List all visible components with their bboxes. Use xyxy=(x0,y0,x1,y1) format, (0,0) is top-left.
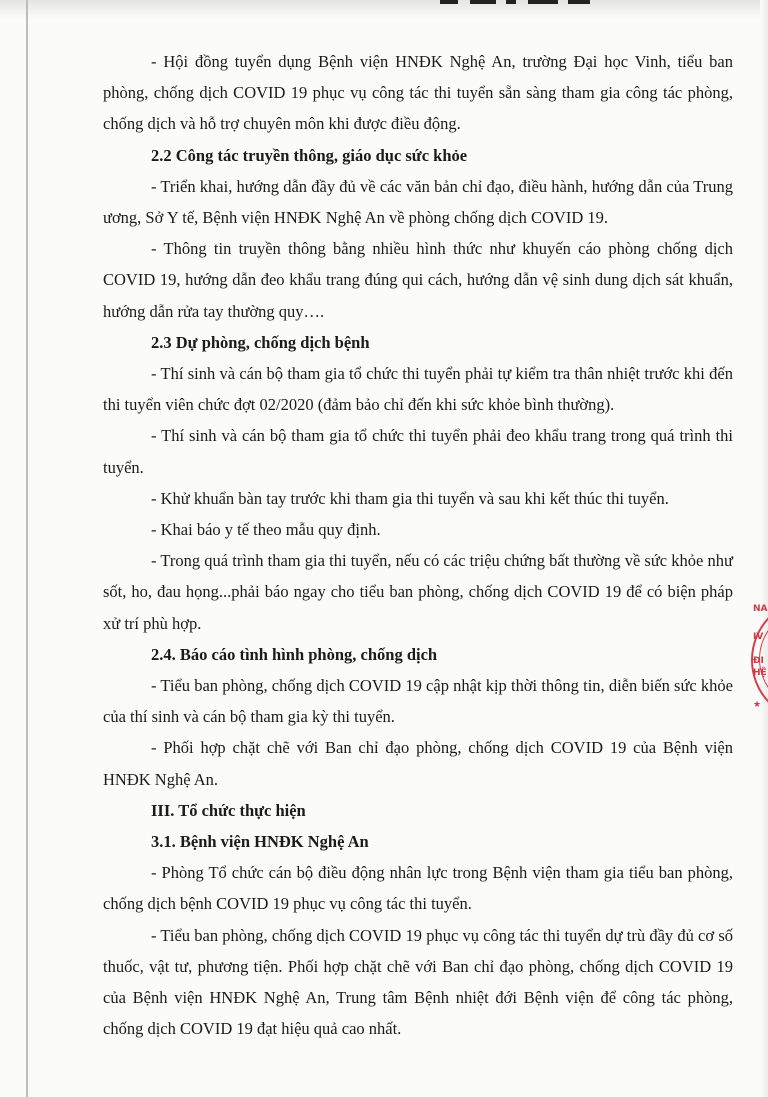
body-paragraph: - Khai báo y tế theo mẫu quy định. xyxy=(151,520,381,540)
body-paragraph: - Thí sinh và cán bộ tham gia tổ chức thi tuyển phải tự kiểm tra thân nhiệt trước khi đến thi tuyển viên chức đợt 02/2020 (đảm bảo chỉ đến khi sức khỏe bình thường). xyxy=(103,364,733,415)
seal-text-2: IV xyxy=(753,632,764,642)
body-paragraph: - Hội đồng tuyển dụng Bệnh viện HNĐK Nghệ An, trường Đại học Vinh, tiểu ban phòng, chống dịch COVID 19 phục vụ công tác thi tuyển sẵn sàng tham gia công tác phòng, chống dịch và hỗ trợ chuyên môn khi được điều động. xyxy=(103,52,733,134)
binding-edge-line xyxy=(26,0,28,1097)
section-heading: 2.3 Dự phòng, chống dịch bệnh xyxy=(151,332,370,352)
section-heading: III. Tổ chức thực hiện xyxy=(151,800,306,820)
page-edge-shade xyxy=(760,0,768,1097)
body-paragraph: - Phối hợp chặt chẽ với Ban chỉ đạo phòng, chống dịch COVID 19 của Bệnh viện HNĐK Nghệ An. xyxy=(103,738,733,789)
body-paragraph: - Triển khai, hướng dẫn đầy đủ về các văn bản chỉ đạo, điều hành, hướng dẫn của Trung ương, Sở Y tế, Bệnh viện HNĐK Nghệ An về phòng chống dịch COVID 19. xyxy=(103,176,733,228)
body-paragraph: - Trong quá trình tham gia thi tuyển, nếu có các triệu chứng bất thường về sức khỏe như sốt, ho, đau họng...phải báo ngay cho tiểu ban phòng, chống dịch COVID 19 để có biện pháp xử trí phù hợp. xyxy=(103,551,733,633)
body-paragraph: - Thí sinh và cán bộ tham gia tổ chức thi tuyển phải đeo khẩu trang trong quá trình thi tuyển. xyxy=(103,426,733,477)
body-paragraph: - Thông tin truyền thông bằng nhiều hình thức như khuyến cáo phòng chống dịch COVID 19, hướng dẫn đeo khẩu trang đúng qui cách, hướng dẫn vệ sinh dung dịch sát khuẩn, hướng dẫn rửa tay thường quy…. xyxy=(103,239,733,321)
section-heading: 3.1. Bệnh viện HNĐK Nghệ An xyxy=(151,832,369,852)
body-paragraph: - Tiểu ban phòng, chống dịch COVID 19 cập nhật kịp thời thông tin, diễn biến sức khỏe của thí sinh và cán bộ tham gia kỳ thi tuyển. xyxy=(103,676,733,727)
section-heading: 2.4. Báo cáo tình hình phòng, chống dịch xyxy=(151,644,438,664)
body-paragraph: - Phòng Tổ chức cán bộ điều động nhân lực trong Bệnh viện tham gia tiểu ban phòng, chống dịch bệnh COVID 19 phục vụ công tác thi tuyển. xyxy=(103,863,733,914)
seal-text-4: HỆ xyxy=(753,668,767,678)
seal-text-1: NA xyxy=(753,604,768,614)
seal-text-3: ĐI xyxy=(753,656,764,666)
seal-star-icon: ★ xyxy=(753,700,762,710)
body-paragraph: - Tiểu ban phòng, chống dịch COVID 19 phục vụ công tác thi tuyển dự trù đầy đủ cơ số thuốc, vật tư, phương tiện. Phối hợp chặt chẽ với Ban chỉ đạo phòng, chống dịch COVID 19 của Bệnh viện HNĐK Nghệ An, Trung tâm Bệnh nhiệt đới Bệnh viện để công tác phòng, chống dịch COVID 19 đạt hiệu quả cao nhất. xyxy=(103,925,733,1039)
document-body xyxy=(103,46,733,1045)
section-heading: 2.2 Công tác truyền thông, giáo dục sức khỏe xyxy=(151,145,468,165)
top-edge-marks xyxy=(440,0,600,4)
body-paragraph: - Khử khuẩn bàn tay trước khi tham gia thi tuyển và sau khi kết thúc thi tuyển. xyxy=(151,488,669,508)
scan-top-shadow xyxy=(0,0,768,18)
red-seal-fragment xyxy=(747,598,768,718)
